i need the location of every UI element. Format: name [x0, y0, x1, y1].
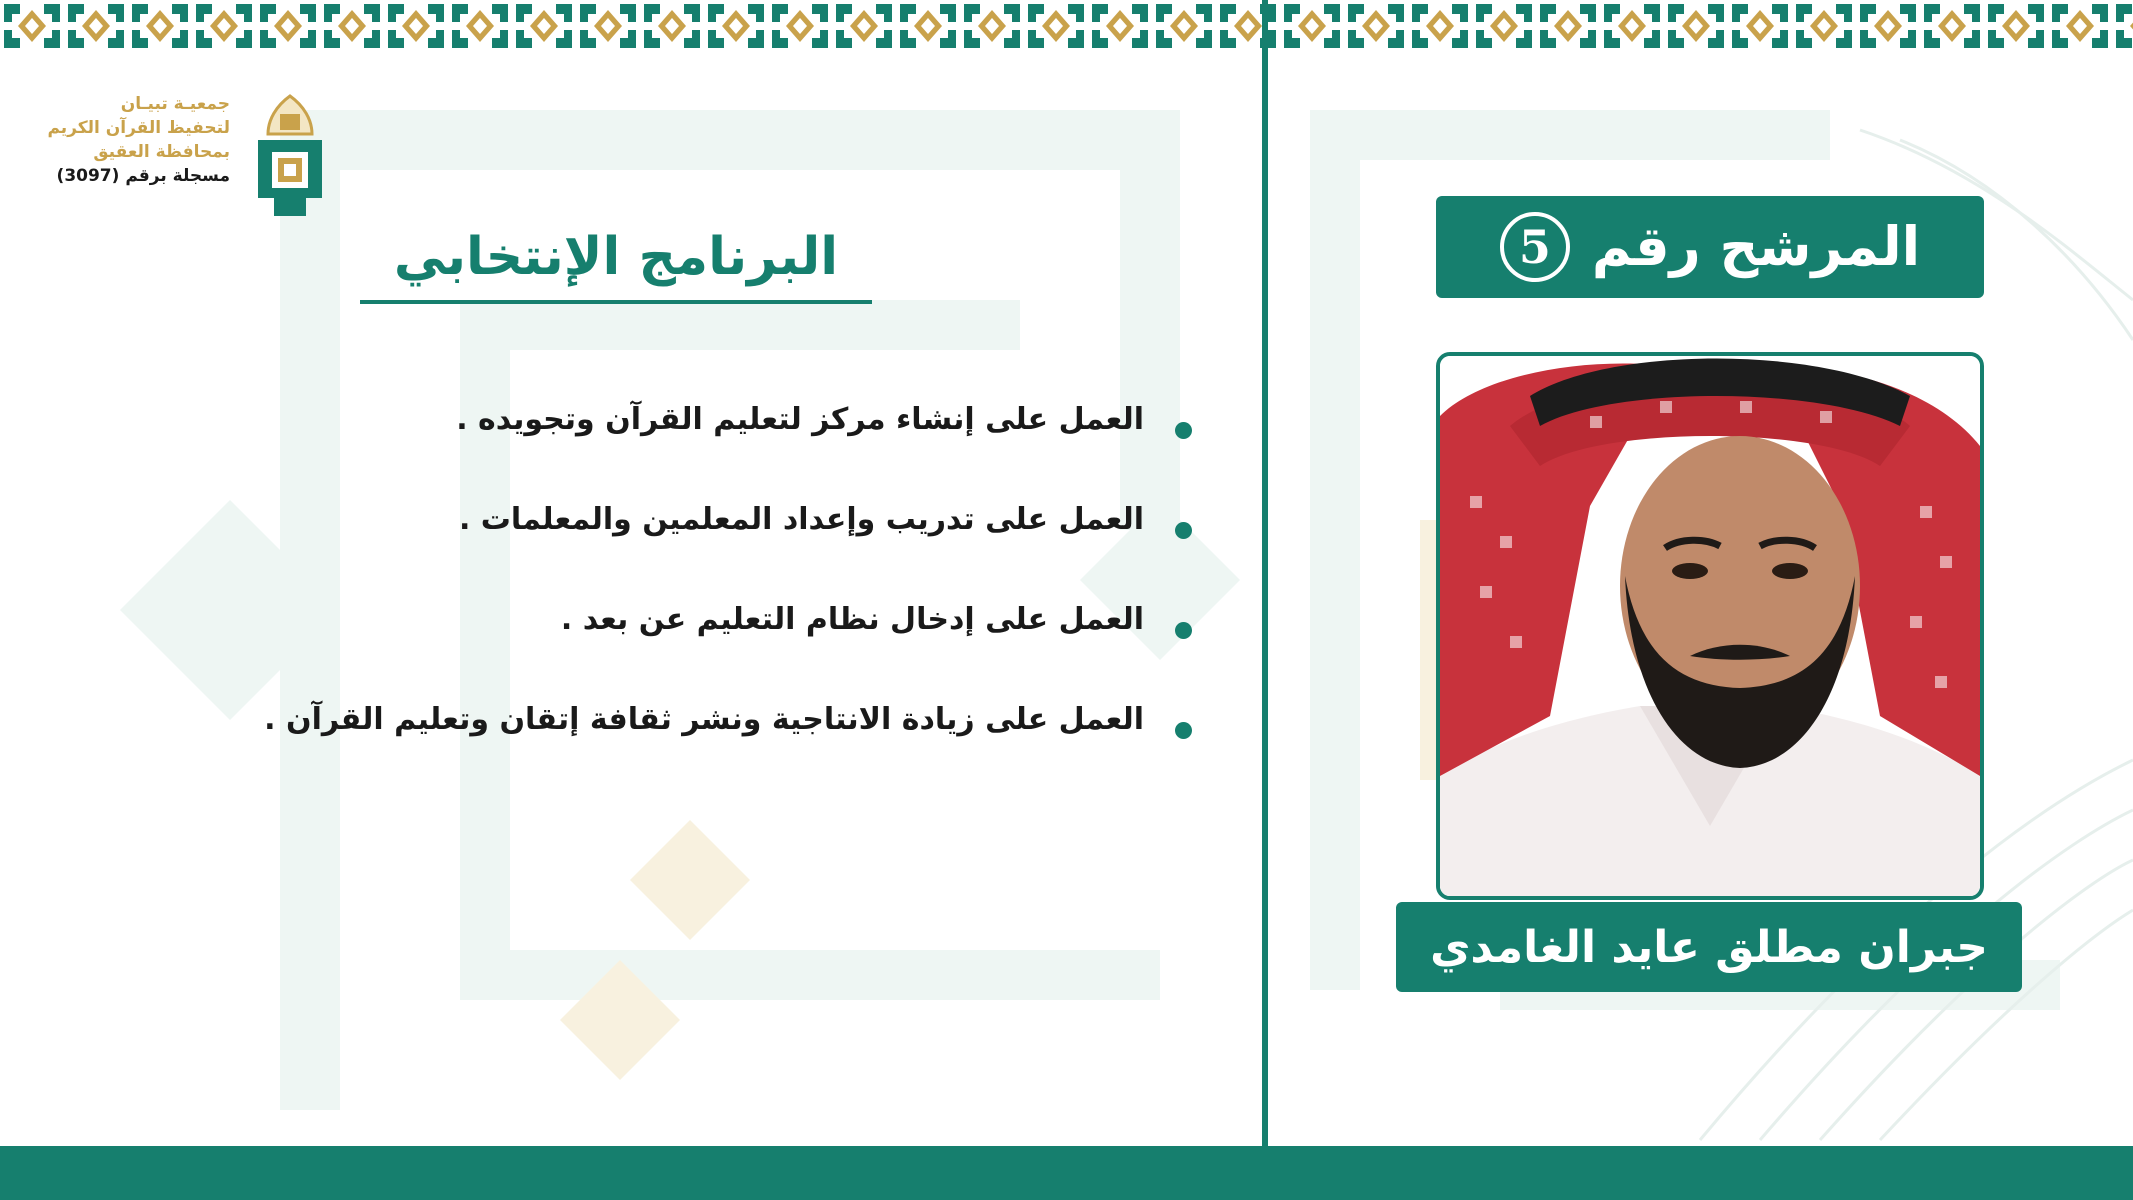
logo-text [10, 92, 230, 188]
bullet-dot-icon [1175, 622, 1192, 639]
logo-line-name: جمعيـة تبيـان [120, 94, 230, 114]
candidate-name-banner: جبران مطلق عايد الغامدي [1396, 902, 2022, 992]
program-list [210, 400, 1200, 800]
program-item [210, 500, 1200, 600]
bottom-bar [0, 1146, 2133, 1200]
program-item-text: العمل على إدخال نظام التعليم عن بعد . [560, 602, 1144, 637]
candidate-label: المرشح رقم [1591, 215, 1921, 278]
logo-line-location: بمحافظة العقيق [93, 142, 230, 162]
association-logo-icon [250, 92, 330, 222]
bullet-dot-icon [1175, 422, 1192, 439]
bullet-dot-icon [1175, 522, 1192, 539]
program-item-text: العمل على تدريب وإعداد المعلمين والمعلمات . [458, 502, 1144, 537]
program-item-text: العمل على إنشاء مركز لتعليم القرآن وتجويده . [456, 402, 1144, 437]
bullet-dot-icon [1175, 722, 1192, 739]
logo-line-purpose: لتحفيظ القرآن الكريم [47, 118, 230, 138]
program-title: البرنامج الإنتخابي [360, 222, 872, 304]
program-item [210, 400, 1200, 500]
candidate-number-banner [1436, 196, 1984, 298]
candidate-portrait [1440, 356, 1980, 896]
program-item [210, 700, 1200, 800]
top-ornament-border [0, 0, 2133, 52]
candidate-photo-frame [1436, 352, 1984, 900]
candidate-number-badge: 5 [1500, 212, 1570, 282]
program-item-text: العمل على زيادة الانتاجية ونشر ثقافة إتقان وتعليم القرآن . [264, 702, 1144, 737]
vertical-divider [1262, 0, 1268, 1146]
program-item [210, 600, 1200, 700]
association-logo [47, 92, 330, 222]
logo-line-registration: مسجلة برقم (3097) [56, 166, 230, 186]
